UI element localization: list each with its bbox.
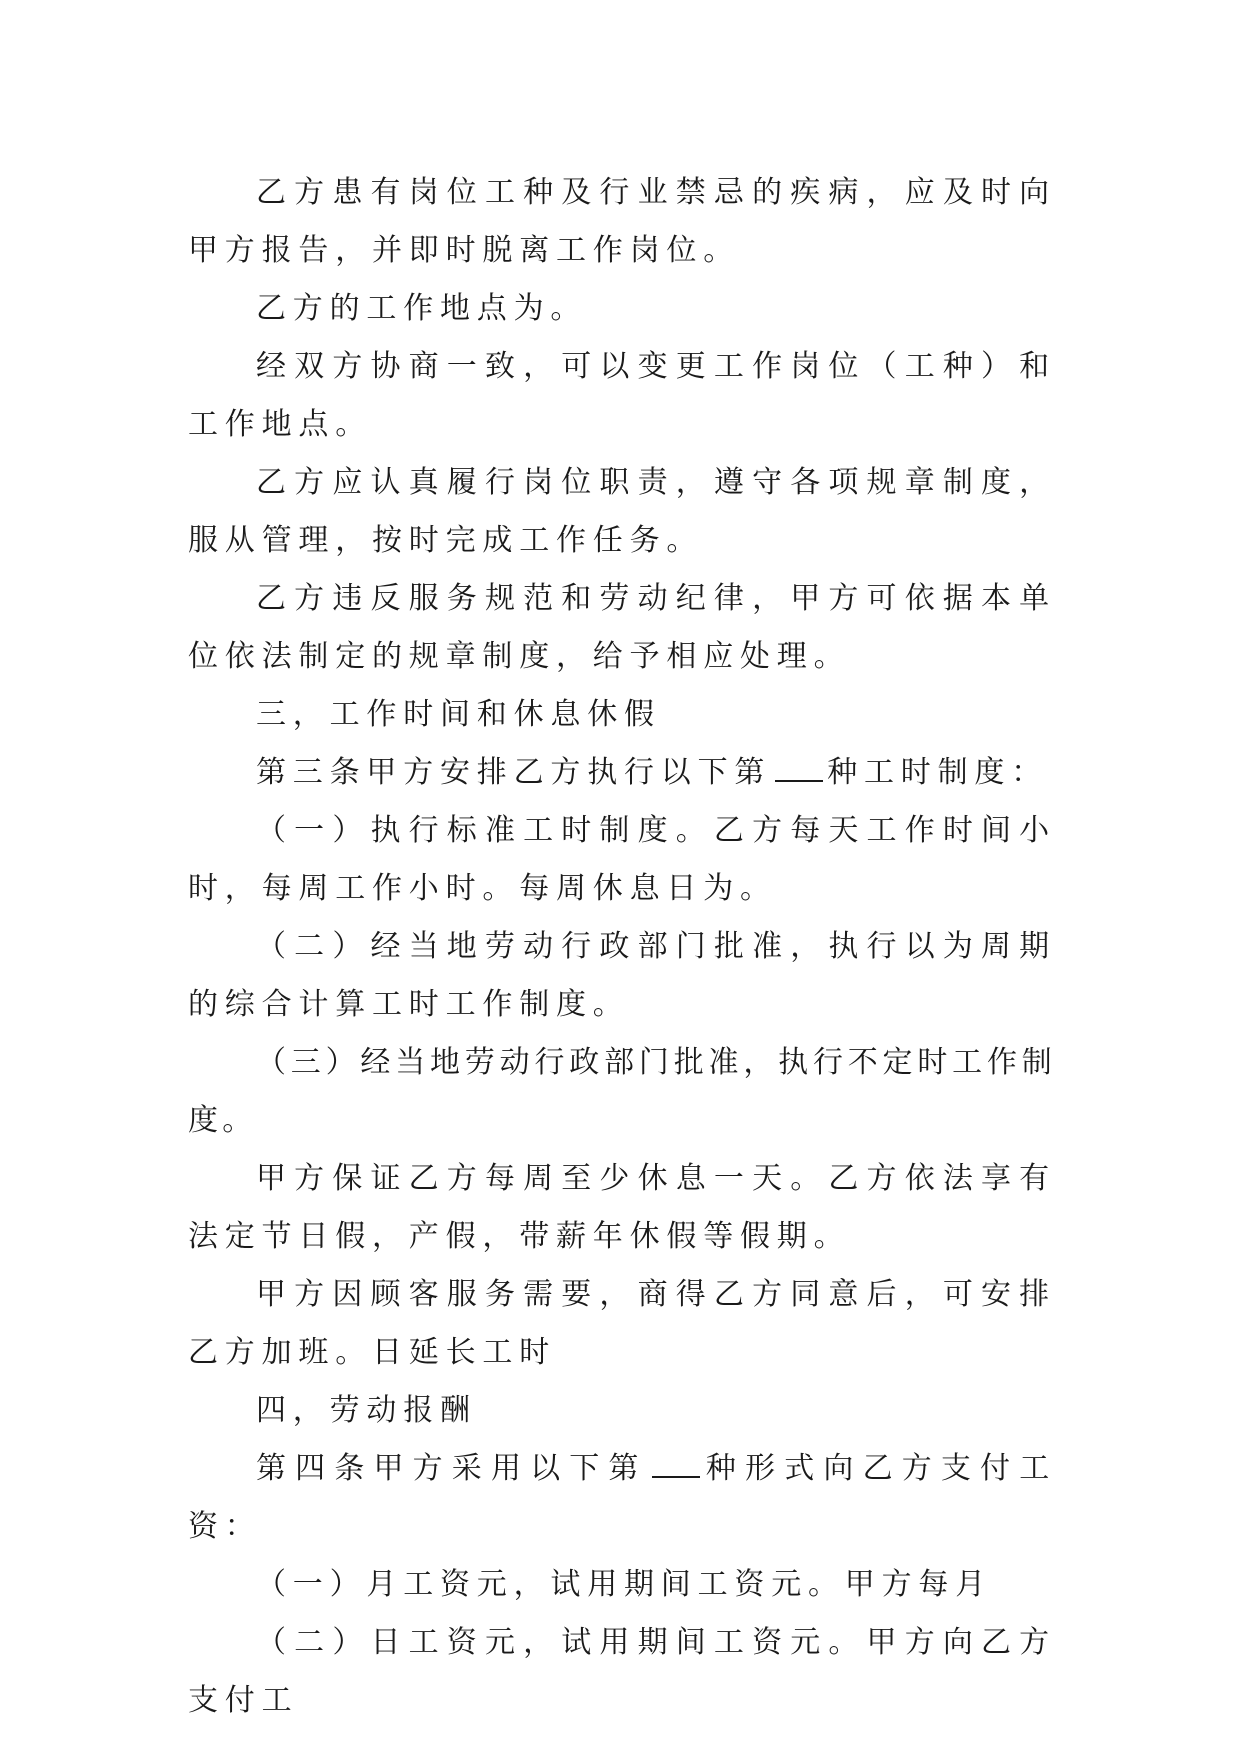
paragraph-disease-report: 乙方患有岗位工种及行业禁忌的疾病，应及时向甲方报告，并即时脱离工作岗位。	[188, 175, 1056, 268]
paragraph-monthly-wage: （一）月工资元，试用期间工资元。甲方每月	[256, 1567, 992, 1602]
article-4-blank	[652, 1454, 700, 1478]
article-3-after: 种工时制度：	[827, 755, 1049, 790]
article-4	[188, 1440, 1056, 1556]
paragraph-rest-days: 甲方保证乙方每周至少休息一天。乙方依法享有法定节日假，产假，带薪年休假等假期。	[188, 1161, 1056, 1254]
article-3-blank	[775, 758, 823, 782]
paragraph-work-location: 乙方的工作地点为。	[256, 291, 588, 326]
paragraph-overtime: 甲方因顾客服务需要，商得乙方同意后，可安排乙方加班。日延长工时	[188, 1277, 1056, 1370]
paragraph-standard-hours: （一）执行标准工时制度。乙方每天工作时间小时，每周工作小时。每周休息日为。	[188, 813, 1056, 906]
paragraph-comprehensive-hours: （二）经当地劳动行政部门批准，执行以为周期的综合计算工时工作制度。	[188, 929, 1056, 1022]
article-3	[188, 744, 1056, 802]
paragraph-duties: 乙方应认真履行岗位职责，遵守各项规章制度，服从管理，按时完成工作任务。	[188, 465, 1056, 558]
section-heading-work-time: 三，工作时间和休息休假	[256, 697, 661, 732]
article-4-before: 第四条甲方采用以下第	[256, 1451, 648, 1486]
paragraph-discipline: 乙方违反服务规范和劳动纪律，甲方可依据本单位依法制定的规章制度，给予相应处理。	[188, 581, 1056, 674]
paragraph-change-position: 经双方协商一致，可以变更工作岗位（工种）和工作地点。	[188, 349, 1056, 442]
article-4-after: 种形式向乙方支付工资：	[188, 1451, 1056, 1544]
article-3-before: 第三条甲方安排乙方执行以下第	[256, 755, 772, 790]
document-body	[188, 164, 1056, 1730]
paragraph-flexible-hours: （三）经当地劳动行政部门批准，执行不定时工作制度。	[188, 1045, 1056, 1138]
section-heading-remuneration: 四，劳动报酬	[256, 1393, 477, 1428]
paragraph-daily-wage: （二）日工资元，试用期间工资元。甲方向乙方支付工	[188, 1625, 1056, 1718]
